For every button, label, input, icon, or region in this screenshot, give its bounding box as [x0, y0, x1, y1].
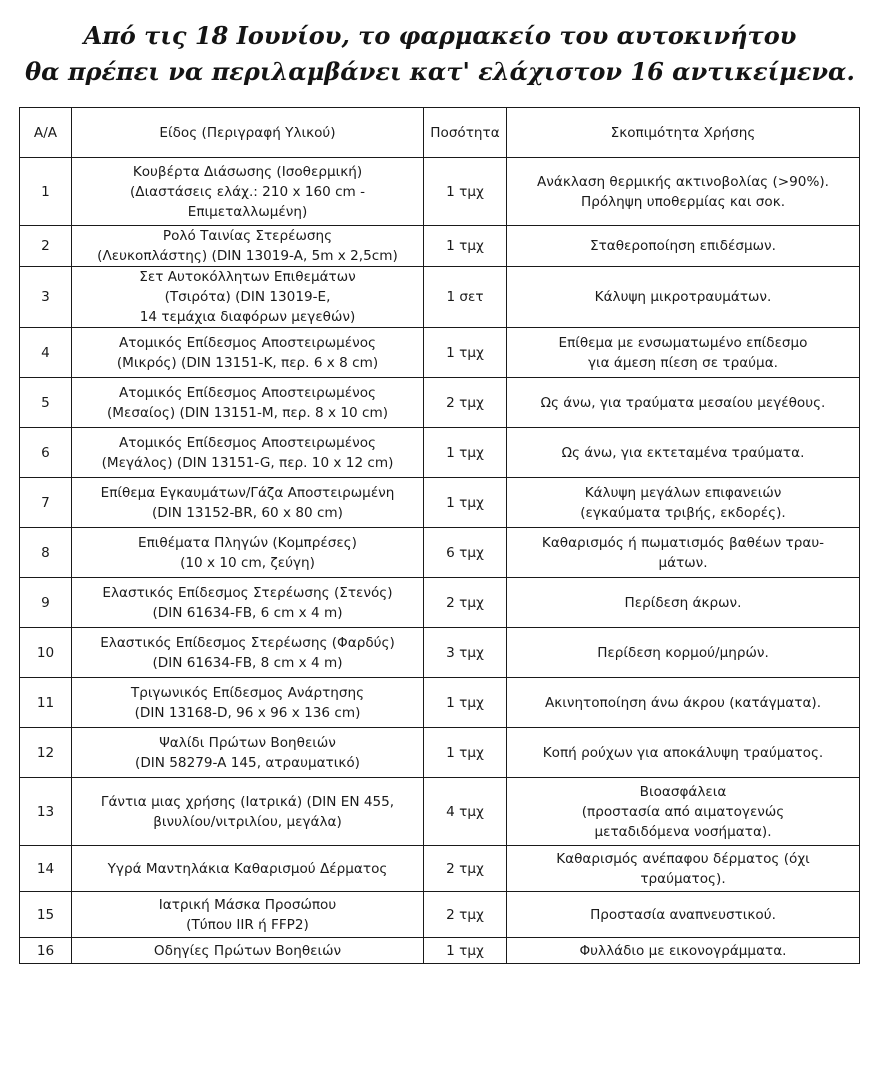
item-description: Τριγωνικός Επίδεσμος Ανάρτησης (DIN 13168-D, 96 x 96 x 136 cm)	[72, 678, 424, 728]
item-quantity: 4 τμχ	[424, 778, 507, 846]
table-body	[20, 158, 860, 964]
item-purpose: Κάλυψη μεγάλων επιφανειών (εγκαύματα τριβής, εκδορές).	[507, 478, 860, 528]
item-purpose: Κάλυψη μικροτραυμάτων.	[507, 267, 860, 328]
item-description: Ατομικός Επίδεσμος Αποστειρωμένος (Μικρός) (DIN 13151-K, περ. 6 x 8 cm)	[72, 328, 424, 378]
item-description: Κουβέρτα Διάσωσης (Ισοθερμική) (Διαστάσεις ελάχ.: 210 x 160 cm - Επιμεταλλωμένη)	[72, 158, 424, 226]
item-quantity: 1 τμχ	[424, 428, 507, 478]
item-quantity: 3 τμχ	[424, 628, 507, 678]
row-number: 1	[20, 158, 72, 226]
item-description: Υγρά Μαντηλάκια Καθαρισμού Δέρματος	[72, 846, 424, 892]
item-purpose: Σταθεροποίηση επιδέσμων.	[507, 226, 860, 267]
row-number: 11	[20, 678, 72, 728]
item-description: Ιατρική Μάσκα Προσώπου (Τύπου IIR ή FFP2)	[72, 892, 424, 938]
table-row	[20, 158, 860, 226]
item-description: Ατομικός Επίδεσμος Αποστειρωμένος (Μεγάλος) (DIN 13151-G, περ. 10 x 12 cm)	[72, 428, 424, 478]
item-description: Ελαστικός Επίδεσμος Στερέωσης (Φαρδύς) (DIN 61634-FB, 8 cm x 4 m)	[72, 628, 424, 678]
table-row	[20, 728, 860, 778]
table-row	[20, 528, 860, 578]
item-quantity: 1 τμχ	[424, 678, 507, 728]
row-number: 2	[20, 226, 72, 267]
item-description: Ρολό Ταινίας Στερέωσης (Λευκοπλάστης) (DIN 13019-A, 5m x 2,5cm)	[72, 226, 424, 267]
table-row	[20, 892, 860, 938]
page-title	[0, 18, 880, 90]
table-row	[20, 846, 860, 892]
row-number: 15	[20, 892, 72, 938]
item-quantity: 1 τμχ	[424, 328, 507, 378]
table-row	[20, 628, 860, 678]
table-row	[20, 938, 860, 964]
item-purpose: Φυλλάδιο με εικονογράμματα.	[507, 938, 860, 964]
table-row	[20, 428, 860, 478]
table-row	[20, 328, 860, 378]
row-number: 3	[20, 267, 72, 328]
row-number: 5	[20, 378, 72, 428]
header-aa: Α/Α	[20, 108, 72, 158]
row-number: 4	[20, 328, 72, 378]
item-description: Ψαλίδι Πρώτων Βοηθειών (DIN 58279-A 145, ατραυματικό)	[72, 728, 424, 778]
title-line-1: Από τις 18 Ιουνίου, το φαρμακείο του αυτοκινήτου	[83, 21, 797, 50]
header-purpose: Σκοπιμότητα Χρήσης	[507, 108, 860, 158]
table-row	[20, 226, 860, 267]
item-purpose: Καθαρισμός ανέπαφου δέρματος (όχι τραύματος).	[507, 846, 860, 892]
item-description: Επιθέματα Πληγών (Κομπρέσες) (10 x 10 cm, ζεύγη)	[72, 528, 424, 578]
item-purpose: Κοπή ρούχων για αποκάλυψη τραύματος.	[507, 728, 860, 778]
table-row	[20, 778, 860, 846]
title-line-2: θα πρέπει να περιλαμβάνει κατ' ελάχιστον 16 αντικείμενα.	[25, 57, 855, 86]
item-description: Οδηγίες Πρώτων Βοηθειών	[72, 938, 424, 964]
table-row	[20, 678, 860, 728]
item-quantity: 1 τμχ	[424, 226, 507, 267]
item-quantity: 2 τμχ	[424, 578, 507, 628]
item-quantity: 1 τμχ	[424, 158, 507, 226]
item-description: Επίθεμα Εγκαυμάτων/Γάζα Αποστειρωμένη (DIN 13152-BR, 60 x 80 cm)	[72, 478, 424, 528]
item-quantity: 2 τμχ	[424, 378, 507, 428]
row-number: 12	[20, 728, 72, 778]
item-quantity: 1 τμχ	[424, 938, 507, 964]
table-row	[20, 578, 860, 628]
item-purpose: Ανάκλαση θερμικής ακτινοβολίας (>90%). Πρόληψη υποθερμίας και σοκ.	[507, 158, 860, 226]
table-row	[20, 378, 860, 428]
row-number: 16	[20, 938, 72, 964]
item-quantity: 2 τμχ	[424, 892, 507, 938]
item-quantity: 1 τμχ	[424, 478, 507, 528]
table-row	[20, 478, 860, 528]
item-quantity: 6 τμχ	[424, 528, 507, 578]
item-purpose: Ως άνω, για εκτεταμένα τραύματα.	[507, 428, 860, 478]
item-purpose: Καθαρισμός ή πωματισμός βαθέων τραυ- μάτων.	[507, 528, 860, 578]
row-number: 14	[20, 846, 72, 892]
item-quantity: 2 τμχ	[424, 846, 507, 892]
table-row	[20, 267, 860, 328]
item-description: Ατομικός Επίδεσμος Αποστειρωμένος (Μεσαίος) (DIN 13151-M, περ. 8 x 10 cm)	[72, 378, 424, 428]
item-description: Σετ Αυτοκόλλητων Επιθεμάτων (Τσιρότα) (DIN 13019-E, 14 τεμάχια διαφόρων μεγεθών)	[72, 267, 424, 328]
item-purpose: Περίδεση κορμού/μηρών.	[507, 628, 860, 678]
first-aid-items-table	[19, 107, 860, 964]
row-number: 7	[20, 478, 72, 528]
item-description: Γάντια μιας χρήσης (Ιατρικά) (DIN EN 455, βινυλίου/νιτριλίου, μεγάλα)	[72, 778, 424, 846]
row-number: 13	[20, 778, 72, 846]
row-number: 10	[20, 628, 72, 678]
item-purpose: Περίδεση άκρων.	[507, 578, 860, 628]
item-purpose: Ως άνω, για τραύματα μεσαίου μεγέθους.	[507, 378, 860, 428]
table-header-row	[20, 108, 860, 158]
row-number: 8	[20, 528, 72, 578]
item-description: Ελαστικός Επίδεσμος Στερέωσης (Στενός) (DIN 61634-FB, 6 cm x 4 m)	[72, 578, 424, 628]
item-purpose: Ακινητοποίηση άνω άκρου (κατάγματα).	[507, 678, 860, 728]
row-number: 9	[20, 578, 72, 628]
item-quantity: 1 τμχ	[424, 728, 507, 778]
header-quantity: Ποσότητα	[424, 108, 507, 158]
item-purpose: Προστασία αναπνευστικού.	[507, 892, 860, 938]
item-quantity: 1 σετ	[424, 267, 507, 328]
row-number: 6	[20, 428, 72, 478]
item-purpose: Βιοασφάλεια (προστασία από αιματογενώς μεταδιδόμενα νοσήματα).	[507, 778, 860, 846]
item-purpose: Επίθεμα με ενσωματωμένο επίδεσμο για άμεση πίεση σε τραύμα.	[507, 328, 860, 378]
header-description: Είδος (Περιγραφή Υλικού)	[72, 108, 424, 158]
